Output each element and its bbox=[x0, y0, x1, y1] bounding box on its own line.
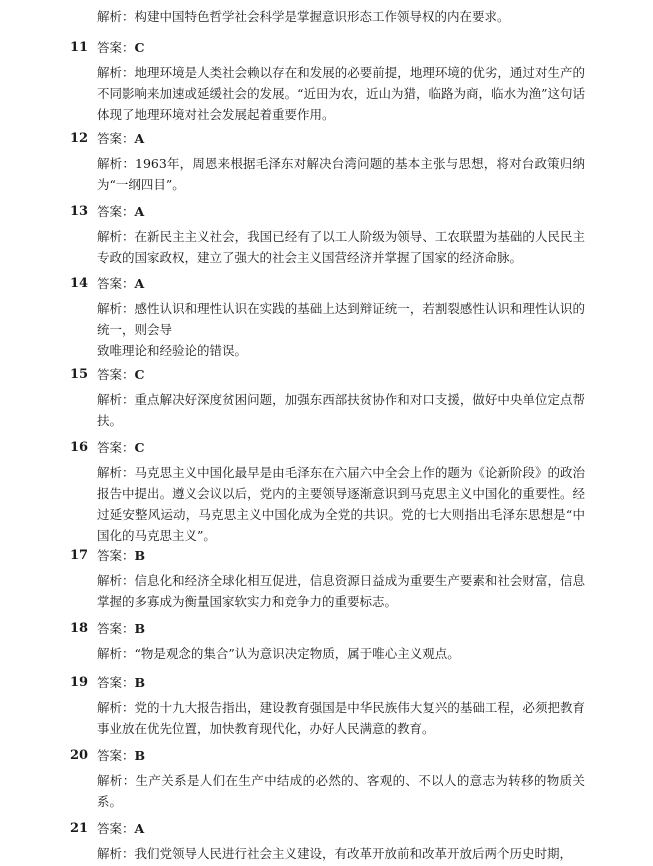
explanation-text: 解析：重点解决好深度贫困问题，加强东西部扶贫协作和对口支援，做好中央单位定点帮扶。 bbox=[97, 392, 585, 428]
explanation-line-2: 致唯理论和经验论的错误。 bbox=[97, 343, 248, 358]
question-block-20 bbox=[0, 745, 653, 812]
explanation-text: 解析：在新民主主义社会，我国已经有了以工人阶级为领导、工农联盟为基础的人民民主专政的国家政权，建立了强大的社会主义国营经济并掌握了国家的经济命脉。 bbox=[97, 229, 585, 265]
answer-line: 答案：A bbox=[97, 204, 145, 219]
question-block-12 bbox=[0, 128, 653, 195]
question-block-13 bbox=[0, 201, 653, 268]
answer-letter: A bbox=[134, 204, 145, 219]
question-number: 16 bbox=[70, 440, 89, 455]
answer-letter: A bbox=[134, 276, 145, 291]
answer-line: 答案：B bbox=[97, 621, 146, 636]
question-number: 11 bbox=[70, 40, 89, 55]
answer-letter: C bbox=[134, 440, 145, 455]
question-block-17 bbox=[0, 545, 653, 612]
answer-letter: C bbox=[134, 367, 145, 382]
question-block-16 bbox=[0, 437, 653, 546]
question-number: 15 bbox=[70, 367, 89, 382]
explanation-text: 解析：“物是观念的集合”认为意识决定物质，属于唯心主义观点。 bbox=[97, 646, 460, 661]
answer-letter: B bbox=[134, 548, 146, 563]
answer-letter: B bbox=[134, 621, 146, 636]
answer-line: 答案：A bbox=[97, 276, 145, 291]
question-number: 21 bbox=[70, 821, 89, 836]
answer-line: 答案：B bbox=[97, 675, 146, 690]
question-number: 13 bbox=[70, 204, 89, 219]
answer-line: 答案：C bbox=[97, 440, 145, 455]
answer-letter: B bbox=[134, 675, 146, 690]
answer-line: 答案：A bbox=[97, 131, 145, 146]
question-number: 18 bbox=[70, 621, 89, 636]
answer-letter: A bbox=[134, 821, 145, 836]
answer-line: 答案：C bbox=[97, 367, 145, 382]
answer-line: 答案：A bbox=[97, 821, 145, 836]
answer-letter: C bbox=[134, 40, 145, 55]
question-block-11 bbox=[0, 37, 653, 125]
explanation-text: 解析：1963年，周恩来根据毛泽东对解决台湾问题的基本主张与思想，将对台政策归纳为“一纲四目”。 bbox=[97, 156, 585, 192]
question-block-21 bbox=[0, 818, 653, 864]
previous-question-explanation: 解析：构建中国特色哲学社会科学是掌握意识形态工作领导权的内在要求。 bbox=[97, 9, 510, 24]
explanation-text: 解析：地理环境是人类社会赖以存在和发展的必要前提，地理环境的优劣，通过对生产的不同影响来加速或延缓社会的发展。“近田为农，近山为猎，临路为商，临水为渔”这句话体现了地理环境对社会发展起着重要作用。 bbox=[97, 65, 585, 122]
question-number: 19 bbox=[70, 675, 89, 690]
explanation-text: 解析：生产关系是人们在生产中结成的必然的、客观的、不以人的意志为转移的物质关系。 bbox=[97, 773, 585, 809]
explanation-text: 解析：党的十九大报告指出，建设教育强国是中华民族伟大复兴的基础工程，必须把教育事业放在优先位置，加快教育现代化，办好人民满意的教育。 bbox=[97, 700, 585, 736]
answer-line: 答案：C bbox=[97, 40, 145, 55]
question-number: 17 bbox=[70, 548, 89, 563]
explanation-text bbox=[97, 298, 585, 361]
answer-letter: B bbox=[134, 748, 146, 763]
question-block-15 bbox=[0, 364, 653, 431]
question-block-18 bbox=[0, 618, 653, 664]
answer-letter: A bbox=[134, 131, 145, 146]
explanation-text: 解析：马克思主义中国化最早是由毛泽东在六届六中全会上作的题为《论新阶段》的政治报告中提出。遵义会议以后，党内的主要领导逐渐意识到马克思主义中国化的重要性。经过延安整风运动，马克思主义中国化成为全党的共识。党的七大则指出毛泽东思想是“中国化的马克思主义”。 bbox=[97, 465, 585, 543]
question-number: 14 bbox=[70, 276, 89, 291]
explanation-line-1: 解析：感性认识和理性认识在实践的基础上达到辩证统一，若割裂感性认识和理性认识的统一，则会导 bbox=[97, 301, 585, 337]
question-number: 12 bbox=[70, 131, 89, 146]
explanation-text: 解析：我们党领导人民进行社会主义建设，有改革开放前和改革开放后两个历史时期， bbox=[97, 846, 573, 861]
question-block-14 bbox=[0, 273, 653, 361]
question-block-19 bbox=[0, 672, 653, 739]
explanation-text: 解析：信息化和经济全球化相互促进，信息资源日益成为重要生产要素和社会财富，信息掌握的多寡成为衡量国家软实力和竞争力的重要标志。 bbox=[97, 573, 585, 609]
answer-line: 答案：B bbox=[97, 548, 146, 563]
question-number: 20 bbox=[70, 748, 89, 763]
answer-line: 答案：B bbox=[97, 748, 146, 763]
